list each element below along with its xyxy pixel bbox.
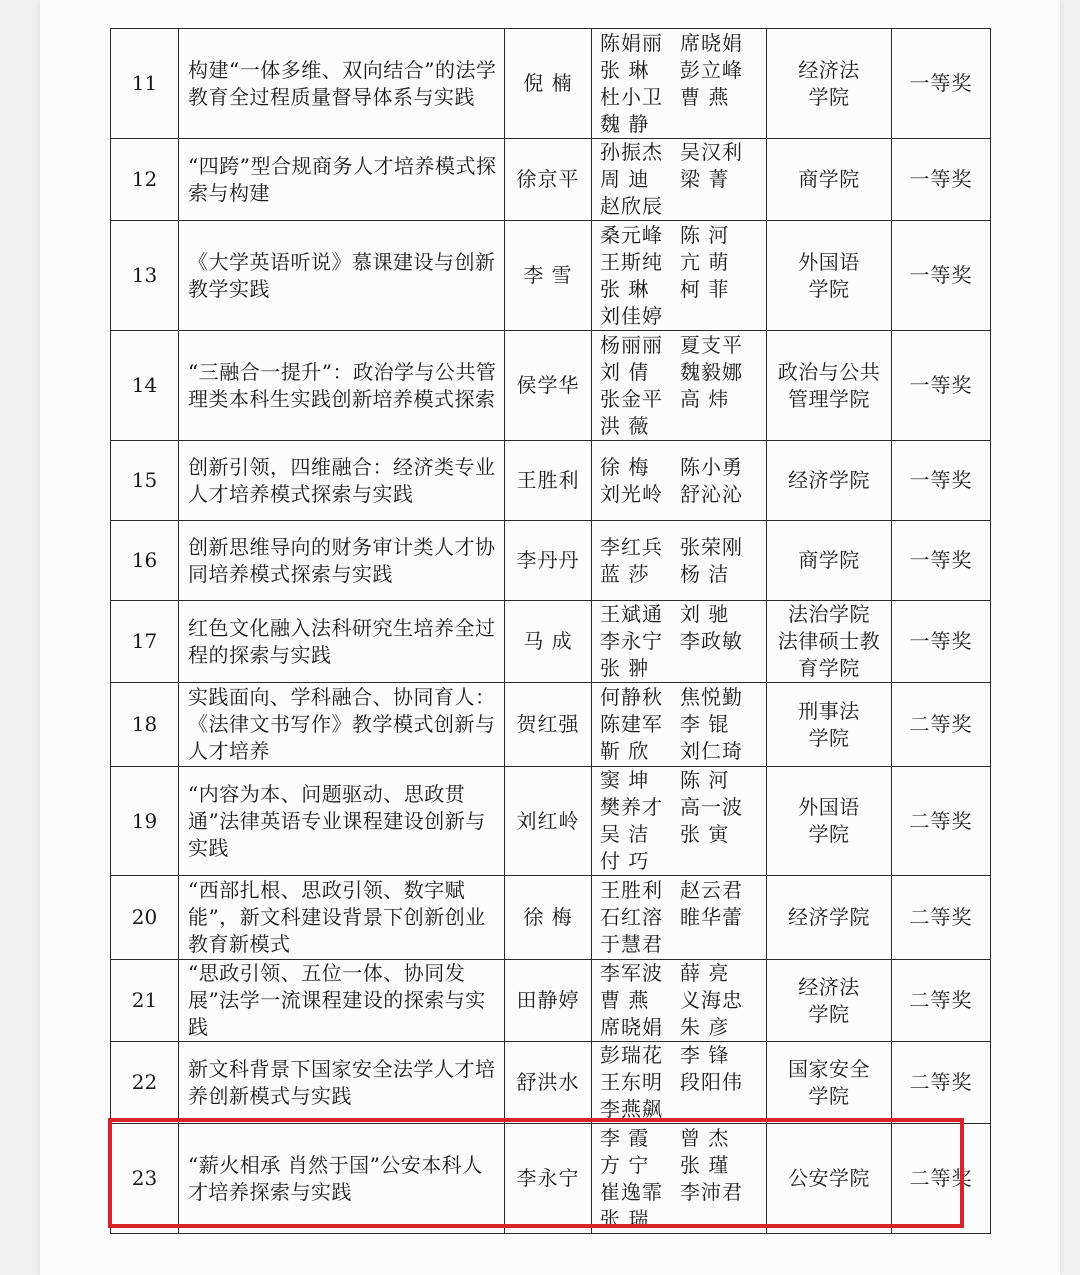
award-level: 一等奖 (892, 521, 991, 601)
member-name: 高 炜 (680, 386, 730, 411)
member-name: 李 霞 (600, 1125, 650, 1150)
award-level: 二等奖 (892, 1042, 991, 1124)
member-list (600, 30, 760, 138)
unit-text: 经济学院 (788, 905, 870, 929)
member-list (600, 767, 760, 875)
member-name: 张金平 (600, 386, 663, 411)
member-name: 崔逸霏 (600, 1179, 663, 1204)
member-name: 曹 燕 (600, 988, 650, 1012)
member-name: 薛 亮 (680, 961, 730, 985)
project-title: 实践面向、学科融合、协同育人：《法律文书写作》教学模式创新与人才培养 (179, 683, 505, 767)
member-name: 李军波 (600, 961, 663, 985)
table-row (111, 601, 991, 683)
award-level: 一等奖 (892, 139, 991, 221)
project-title: “四跨”型合规商务人才培养模式探索与构建 (179, 139, 505, 221)
member-name: 吴 洁 (600, 822, 650, 846)
member-name: 李 锟 (680, 712, 730, 736)
member-name: 赵云君 (680, 878, 743, 902)
member-name: 樊养才 (600, 795, 663, 819)
unit-text: 经济法 学院 (798, 57, 860, 109)
unit-text: 外国语 学院 (798, 795, 860, 846)
member-name: 王斌通 (600, 602, 663, 626)
row-number: 15 (111, 441, 179, 521)
member-name: 陈小勇 (680, 454, 743, 479)
member-name: 徐 梅 (600, 454, 650, 479)
table-row (111, 521, 991, 601)
member-name: 刘 驰 (680, 602, 730, 626)
award-level: 一等奖 (892, 29, 991, 139)
member-name: 睢华蕾 (680, 905, 743, 929)
member-name: 陈建军 (600, 712, 663, 736)
member-name: 靳 欣 (600, 739, 650, 763)
member-name: 杨丽丽 (600, 332, 663, 357)
unit-name (767, 960, 892, 1042)
member-name: 张 琳 (600, 57, 650, 82)
member-list (600, 534, 760, 588)
member-name: 刘光岭 (600, 481, 663, 506)
project-leader: 王胜利 (505, 441, 592, 521)
awards-table (110, 28, 991, 1234)
table-row (111, 1042, 991, 1124)
member-name: 李燕飙 (600, 1097, 663, 1121)
award-level: 二等奖 (892, 767, 991, 876)
member-name: 张 琳 (600, 276, 650, 301)
member-name: 杨 洁 (680, 561, 730, 586)
project-title: 新文科背景下国家安全法学人才培养创新模式与实践 (179, 1042, 505, 1124)
team-members (592, 29, 767, 139)
row-number: 11 (111, 29, 179, 139)
project-title: 创新引领，四维融合：经济类专业人才培养模式探索与实践 (179, 441, 505, 521)
unit-name (767, 1124, 892, 1234)
team-members (592, 521, 767, 601)
member-list (600, 684, 760, 765)
member-list (600, 222, 760, 330)
member-name: 张 瑾 (680, 1152, 730, 1177)
project-leader: 侯学华 (505, 331, 592, 441)
table-row (111, 221, 991, 331)
member-list (600, 332, 760, 440)
member-name: 李政敏 (680, 629, 743, 653)
table-row (111, 683, 991, 767)
member-name: 夏支平 (680, 332, 743, 357)
member-name: 梁 菁 (680, 167, 730, 191)
unit-name (767, 601, 892, 683)
member-name: 吴汉利 (680, 140, 743, 164)
member-name: 张 寅 (680, 822, 730, 846)
project-title: “内容为本、问题驱动、思政贯通”法律英语专业课程建设创新与实践 (179, 767, 505, 876)
unit-text: 刑事法 学院 (798, 698, 860, 750)
member-list (600, 1042, 760, 1123)
project-leader: 舒洪水 (505, 1042, 592, 1124)
member-list (600, 960, 760, 1041)
unit-name (767, 221, 892, 331)
award-level: 一等奖 (892, 221, 991, 331)
row-number: 18 (111, 683, 179, 767)
row-number: 17 (111, 601, 179, 683)
team-members (592, 601, 767, 683)
member-list (600, 601, 760, 682)
member-list (600, 454, 760, 508)
member-list (600, 1125, 760, 1233)
team-members (592, 767, 767, 876)
member-name: 周 迪 (600, 167, 650, 191)
member-name: 张荣刚 (680, 534, 743, 559)
member-name: 洪 薇 (600, 413, 650, 438)
project-leader: 倪 楠 (505, 29, 592, 139)
member-name: 李永宁 (600, 629, 663, 653)
award-level: 一等奖 (892, 331, 991, 441)
project-leader: 马 成 (505, 601, 592, 683)
member-name: 桑元峰 (600, 222, 663, 247)
unit-text: 商学院 (798, 167, 860, 191)
unit-name (767, 29, 892, 139)
row-number: 22 (111, 1042, 179, 1124)
unit-text: 国家安全 学院 (788, 1056, 870, 1108)
project-title: “思政引领、五位一体、协同发展”法学一流课程建设的探索与实践 (179, 960, 505, 1042)
member-name: 陈娟丽 (600, 30, 663, 55)
row-number: 14 (111, 331, 179, 441)
project-leader: 徐 梅 (505, 876, 592, 960)
table-row (111, 767, 991, 876)
member-name: 王东明 (600, 1070, 663, 1094)
team-members (592, 331, 767, 441)
project-title: 构建“一体多维、双向结合”的法学教育全过程质量督导体系与实践 (179, 29, 505, 139)
unit-text: 政治与公共 管理学院 (777, 359, 881, 411)
table-row (111, 441, 991, 521)
member-list (600, 877, 760, 958)
member-name: 石红溶 (600, 905, 663, 929)
award-level: 一等奖 (892, 601, 991, 683)
member-name: 孙振杰 (600, 140, 663, 164)
member-name: 赵欣辰 (600, 194, 663, 218)
unit-text: 公安学院 (788, 1166, 870, 1190)
member-name: 柯 菲 (680, 276, 730, 301)
row-number: 13 (111, 221, 179, 331)
awards-table-body (111, 29, 991, 1234)
project-leader: 贺红强 (505, 683, 592, 767)
table-row (111, 1124, 991, 1234)
member-name: 刘 倩 (600, 359, 650, 384)
unit-name (767, 139, 892, 221)
row-number: 23 (111, 1124, 179, 1234)
team-members (592, 876, 767, 960)
member-name: 方 宁 (600, 1152, 650, 1177)
member-name: 张 翀 (600, 656, 650, 680)
project-title: 创新思维导向的财务审计类人才协同培养模式探索与实践 (179, 521, 505, 601)
member-name: 何静秋 (600, 685, 663, 709)
member-name: 杜小卫 (600, 84, 663, 109)
table-row (111, 29, 991, 139)
member-name: 朱 彦 (680, 1015, 730, 1039)
row-number: 21 (111, 960, 179, 1042)
member-name: 李沛君 (680, 1179, 743, 1204)
unit-name (767, 1042, 892, 1124)
award-level: 二等奖 (892, 1124, 991, 1234)
member-name: 陈 河 (680, 768, 730, 792)
table-row (111, 876, 991, 960)
project-title: “西部扎根、思政引领、数字赋能”，新文科建设背景下创新创业教育新模式 (179, 876, 505, 960)
member-name: 段阳伟 (680, 1070, 743, 1094)
member-name: 彭瑞花 (600, 1043, 663, 1067)
team-members (592, 1124, 767, 1234)
member-name: 张 瑞 (600, 1206, 650, 1231)
unit-name (767, 876, 892, 960)
project-leader: 田静婷 (505, 960, 592, 1042)
member-name: 曾 杰 (680, 1125, 730, 1150)
member-name: 魏 静 (600, 111, 650, 136)
unit-name (767, 331, 892, 441)
award-level: 一等奖 (892, 441, 991, 521)
project-title: 红色文化融入法科研究生培养全过程的探索与实践 (179, 601, 505, 683)
member-name: 席晓娟 (600, 1015, 663, 1039)
member-name: 王胜利 (600, 878, 663, 902)
row-number: 20 (111, 876, 179, 960)
team-members (592, 441, 767, 521)
project-leader: 李丹丹 (505, 521, 592, 601)
unit-name (767, 441, 892, 521)
member-name: 彭立峰 (680, 57, 743, 82)
team-members (592, 960, 767, 1042)
member-name: 义海忠 (680, 988, 743, 1012)
member-name: 焦悦勤 (680, 685, 743, 709)
row-number: 16 (111, 521, 179, 601)
member-name: 付 巧 (600, 849, 650, 873)
project-title: 《大学英语听说》慕课建设与创新教学实践 (179, 221, 505, 331)
unit-name (767, 767, 892, 876)
project-leader: 李永宁 (505, 1124, 592, 1234)
award-level: 二等奖 (892, 683, 991, 767)
member-name: 刘仁琦 (680, 739, 743, 763)
member-list (600, 139, 760, 220)
unit-text: 经济法 学院 (798, 974, 860, 1026)
member-name: 王斯纯 (600, 249, 663, 274)
unit-name (767, 683, 892, 767)
project-leader: 李 雪 (505, 221, 592, 331)
unit-text: 商学院 (798, 548, 860, 572)
member-name: 刘佳婷 (600, 303, 663, 328)
member-name: 李红兵 (600, 534, 663, 559)
member-name: 亢 萌 (680, 249, 730, 274)
row-number: 12 (111, 139, 179, 221)
row-number: 19 (111, 767, 179, 876)
award-level: 二等奖 (892, 960, 991, 1042)
member-name: 李 锋 (680, 1043, 730, 1067)
table-row (111, 139, 991, 221)
award-level: 二等奖 (892, 876, 991, 960)
unit-text: 外国语 学院 (798, 249, 860, 301)
team-members (592, 221, 767, 331)
project-title: “三融合一提升”：政治学与公共管理类本科生实践创新培养模式探索 (179, 331, 505, 441)
table-row (111, 331, 991, 441)
member-name: 魏毅娜 (680, 359, 743, 384)
member-name: 舒沁沁 (680, 481, 743, 506)
member-name: 曹 燕 (680, 84, 730, 109)
unit-text: 法治学院 法律硕士教 育学院 (777, 602, 881, 680)
team-members (592, 139, 767, 221)
unit-text: 经济学院 (788, 468, 870, 492)
member-name: 蓝 莎 (600, 561, 650, 586)
team-members (592, 1042, 767, 1124)
member-name: 高一波 (680, 795, 743, 819)
table-row (111, 960, 991, 1042)
project-title: “薪火相承 肖然于国”公安本科人才培养探索与实践 (179, 1124, 505, 1234)
project-leader: 刘红岭 (505, 767, 592, 876)
member-name: 于慧君 (600, 932, 663, 956)
member-name: 陈 河 (680, 222, 730, 247)
project-leader: 徐京平 (505, 139, 592, 221)
unit-name (767, 521, 892, 601)
team-members (592, 683, 767, 767)
member-name: 窦 坤 (600, 768, 650, 792)
member-name: 席晓娟 (680, 30, 743, 55)
